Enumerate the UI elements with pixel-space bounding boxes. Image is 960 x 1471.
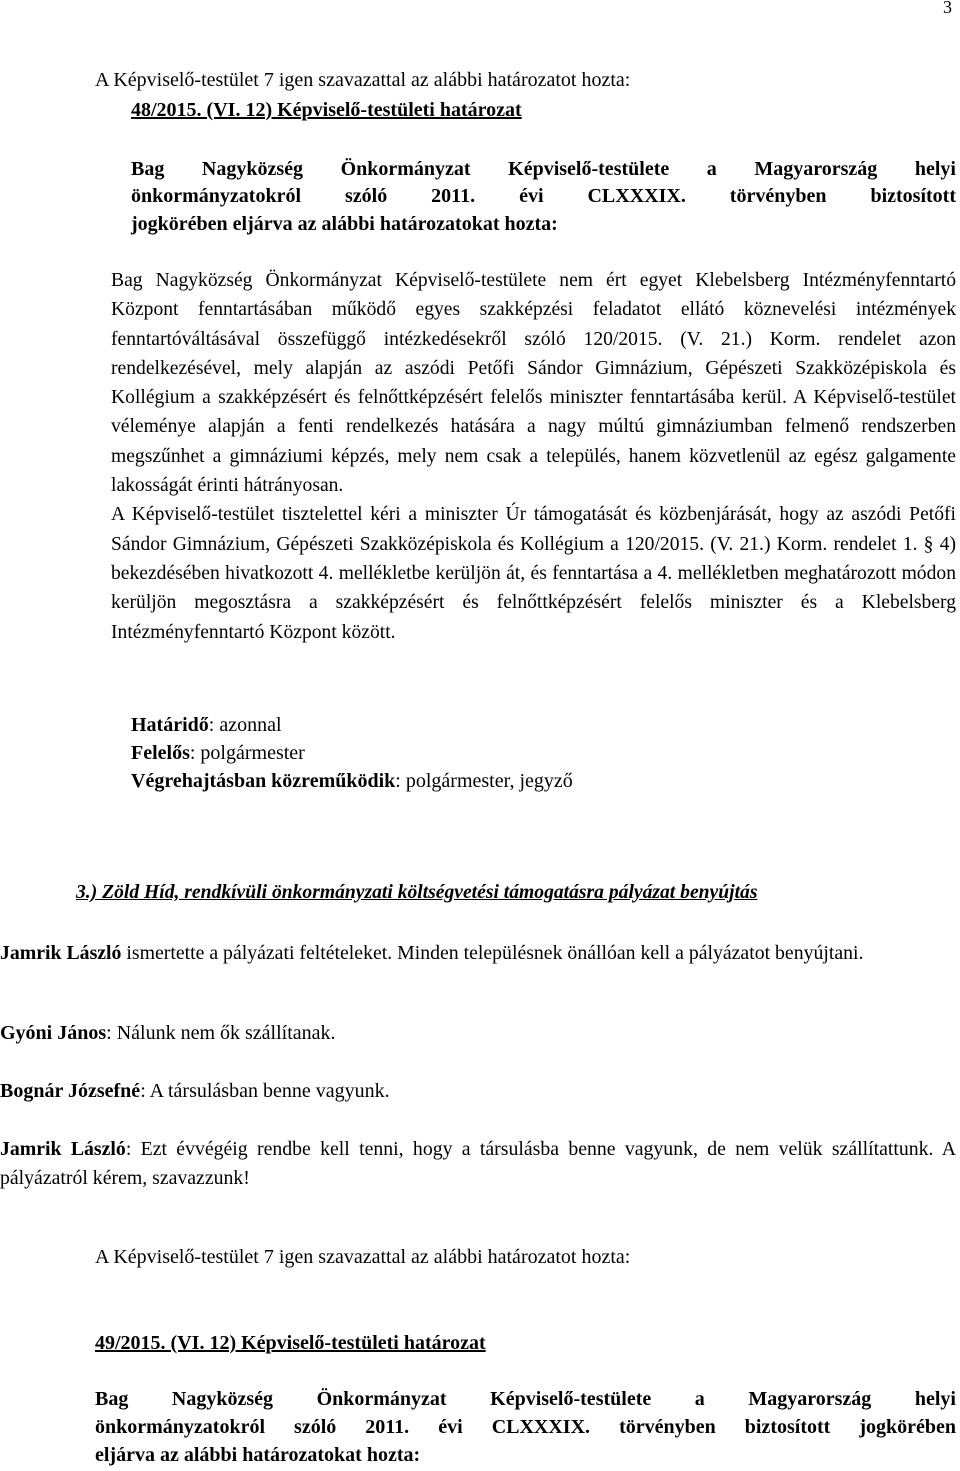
responsible-line [131,741,305,765]
resolution-48-title: 48/2015. (VI. 12) Képviselő-testületi határozat [131,99,522,121]
discussion-paragraph [0,1021,336,1045]
resolution-48-body [111,266,956,647]
speaker-name: Jamrik László [0,942,122,964]
deadline-value: : azonnal [208,714,282,736]
speaker-name: Jamrik László [0,1138,126,1160]
speaker-name: Bognár Józsefné [0,1080,141,1102]
responsible-label: Felelős [131,742,190,764]
deadline-line [131,713,282,737]
discussion-paragraph [0,939,956,968]
resolution-48-intro-line: önkormányzatokról szóló 2011. évi CLXXXIX. törvényben biztosított [131,185,956,207]
page-number: 3 [943,0,952,17]
resolution-48-intro-line: jogkörében eljárva az alábbi határozatokat hozta: [131,213,558,235]
resolution-48-paragraph: Bag Nagyközség Önkormányzat Képviselő-testülete nem ért egyet Klebelsberg Intézményfenntartó Központ fenntartásában működő egyes szakképzési feladatot ellátó köznevelési intézmények fenntartóváltásával összefüggő intézkedésekről szóló 120/2015. (V. 21.) Korm. rendelet azon rendelkezésével, mely alapján az aszódi Petőfi Sándor Gimnázium, Gépészeti Szakközépiskola és Kollégium a szakképzésért és felnőttképzésért felelős miniszter fenntartásába kerül. A Képviselő-testület véleménye alapján a fenti rendelkezés hatására a nagy múltú gimnáziumban felmenő rendszerben megszűnhet a gimnáziumi képzés, mely nem csak a település, hanem közvetlenül az egész galgamente lakosságát érinti hátrányosan. [111,270,956,497]
resolution-48-paragraph: A Képviselő-testület tisztelettel kéri a miniszter Úr támogatását és közbenjárását, hogy az aszódi Petőfi Sándor Gimnázium, Gépészeti Szakközépiskola és Kollégium a 120/2015. (V. 21.) Korm. rendelet 1. § 4) bekezdésében hivatkozott 4. mellékletbe kerüljön át, és fenntartása a 4. mellékletben meghatározott módon kerüljön megosztásra a szakképzésért és felnőttképzésért felelős miniszter és a Klebelsberg Intézményfenntartó Központ között. [111,504,956,643]
resolution-48-intro-line: Bag Nagyközség Önkormányzat Képviselő-testülete a Magyarország helyi [131,158,956,180]
discussion-paragraph [0,1079,390,1103]
executor-label: Végrehajtásban közreműködik [131,770,396,792]
speaker-text: : A társulásban benne vagyunk. [140,1080,390,1102]
vote-statement: A Képviselő-testület 7 igen szavazattal az alábbi határozatot hozta: [95,1246,631,1268]
vote-statement: A Képviselő-testület 7 igen szavazattal az alábbi határozatot hozta: [95,69,631,91]
speaker-text: : Ezt évvégéig rendbe kell tenni, hogy a társulásba benne vagyunk, de nem velük szállítattunk. A pályázatról kérem, szavazzunk! [0,1138,956,1189]
resolution-49-intro-line: eljárva az alábbi határozatokat hozta: [95,1444,421,1466]
resolution-49-intro-line: Bag Nagyközség Önkormányzat Képviselő-testülete a Magyarország helyi [95,1388,956,1410]
speaker-text: ismertette a pályázati feltételeket. Minden településnek önállóan kell a pályázatot benyújtani. [121,942,864,964]
deadline-label: Határidő [131,714,209,736]
responsible-value: : polgármester [189,742,305,764]
discussion-paragraph [0,1135,956,1192]
speaker-name: Gyóni János [0,1022,107,1044]
section-3-heading: 3.) Zöld Híd, rendkívüli önkormányzati költségvetési támogatásra pályázat benyújtás [76,882,758,903]
executor-value: : polgármester, jegyző [395,770,573,792]
resolution-49-title: 49/2015. (VI. 12) Képviselő-testületi határozat [95,1332,486,1354]
speaker-text: : Nálunk nem ők szállítanak. [106,1022,336,1044]
executor-line [131,769,573,793]
resolution-49-intro-line: önkormányzatokról szóló 2011. évi CLXXXIX. törvényben biztosított jogkörében [95,1416,956,1438]
